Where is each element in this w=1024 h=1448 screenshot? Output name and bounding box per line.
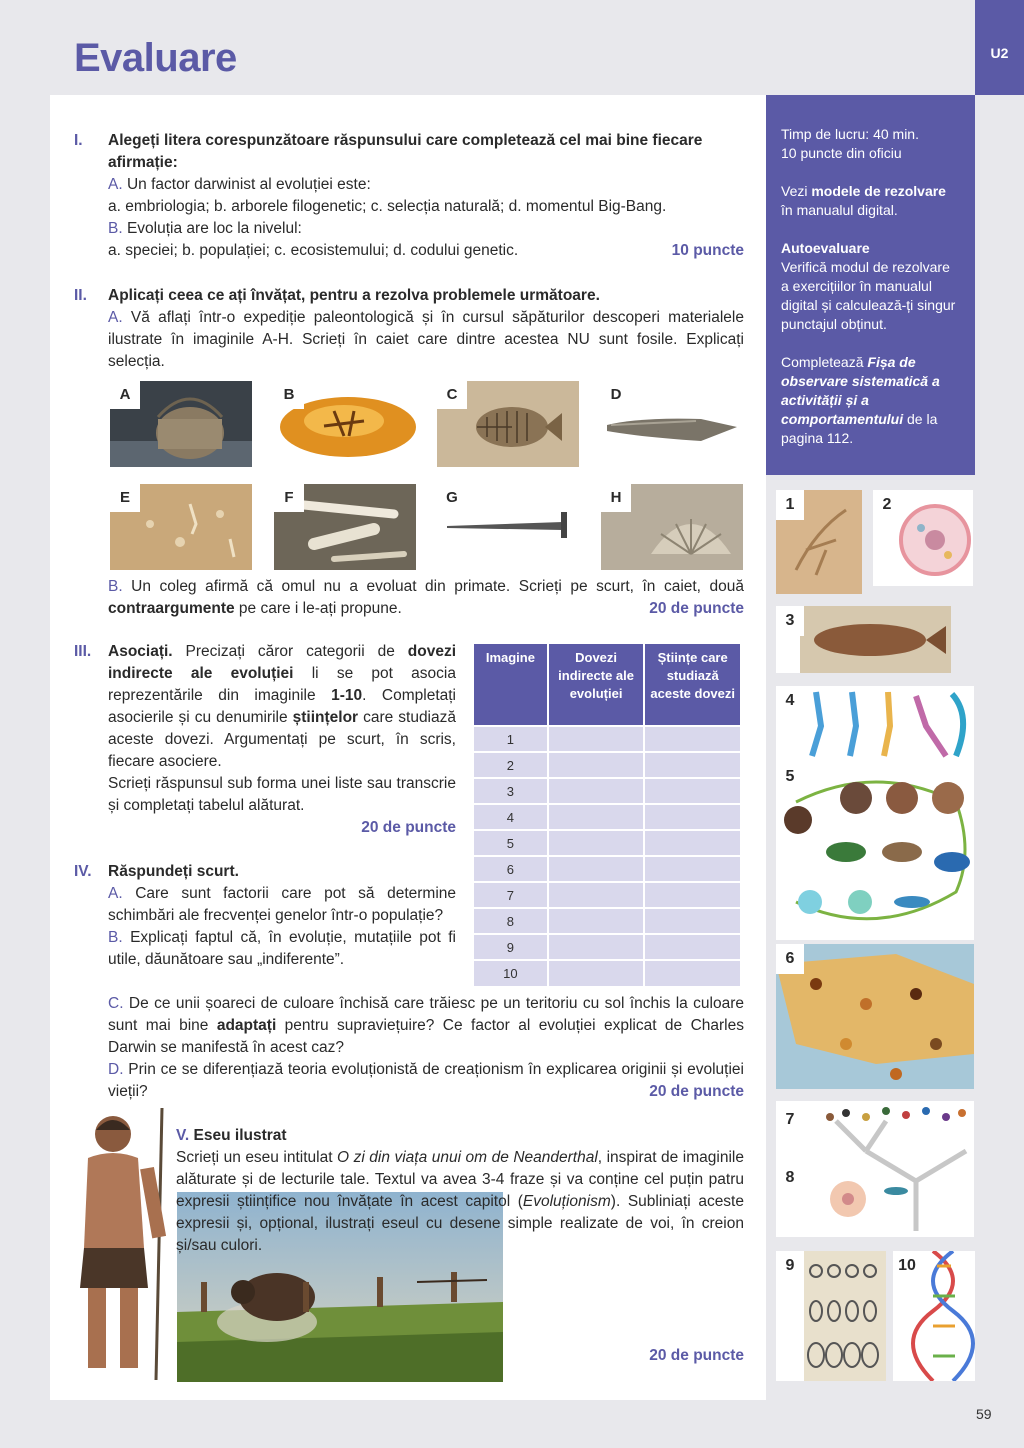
self-eval-title: Autoevaluare [781,240,870,256]
photo-C-fish-fossil [437,381,579,467]
section-5-number: V. [176,1127,190,1144]
models-post: în manualul digital. [781,202,898,218]
item-b-text-1: Un coleg afirmă că omul nu a evoluat din primate. Scrieți pe scurt, în caiet, două [122,578,744,595]
image-label: C [437,381,467,409]
image-6-butterfly-map [776,944,974,1089]
table-cell[interactable] [548,804,645,830]
table-cell[interactable] [548,934,645,960]
item-c-bold: adaptați [216,1017,277,1034]
section-2-points: 20 de puncte [649,600,744,617]
table-cell: 5 [474,830,548,856]
table-cell[interactable] [644,778,741,804]
s3-text-1: Precizați căror categorii de [172,643,408,660]
table-header: Științe care studiază aceste dovezi [644,644,741,726]
image-label: H [601,484,631,512]
letter-b: B. [108,220,123,237]
image-label: B [274,381,304,409]
table-cell[interactable] [548,960,645,986]
section-2 [74,285,744,373]
office-points: 10 puncte din oficiu [781,145,902,161]
item-a-text: Care sunt factorii care pot să determine schimbări ale frecvenței genelor într-o populație? [108,885,456,924]
image-number: 8 [776,1163,804,1193]
section-1-points: 10 puncte [671,242,744,259]
table-row [474,856,741,882]
section-3 [74,641,456,839]
table-cell: 2 [474,752,548,778]
image-number: 9 [776,1251,804,1281]
image-4-limbs [776,686,974,762]
image-10-dna [893,1251,975,1381]
item-b-bold: contraargumente [108,600,235,617]
image-number: 2 [873,490,901,520]
table-row [474,908,741,934]
letter-d: D. [108,1061,124,1078]
table-row [474,726,741,752]
item-b-text-2: pe care i le-ați propune. [234,600,402,617]
image-number: 1 [776,490,804,520]
association-table [474,644,742,986]
image-3-fish-fossil [776,606,951,673]
image-number: 4 [776,686,804,716]
section-4-points: 20 de puncte [649,1083,744,1100]
photo-A-cauldron [110,381,252,467]
item-a-options: a. embriologia; b. arborele filogenetic; c. selecția naturală; d. momentul Big-Bang. [108,198,667,215]
table-cell: 3 [474,778,548,804]
section-3-points: 20 de puncte [361,819,456,836]
item-c-text-2: pentru supraviețuire? Ce factor al evoluției explicat de Charles Darwin se manifestă în acest caz? [108,1017,744,1056]
section-5-points-wrap [522,1345,744,1367]
image-number: 7 [776,1105,804,1135]
photo-D-stone-blade [601,381,743,467]
section-4-question: Răspundeți scurt. [108,863,239,880]
photo-H-scallop-fossil [601,484,743,570]
item-c-text-1: De ce unii șoareci de culoare închisă care trăiesc pe un teritoriu cu sol închis la culoare sunt mai bine [108,995,744,1034]
image-label: D [601,381,631,409]
s3-bold-4: științelor [292,709,359,726]
neanderthal-figure [58,1108,174,1380]
table-cell: 8 [474,908,548,934]
section-2-question: Aplicați ceea ce ați învățat, pentru a rezolva problemele următoare. [108,287,600,304]
table-row [474,778,741,804]
section-1-number: I. [74,132,83,149]
section-3-number: III. [74,643,92,660]
image-label: E [110,484,140,512]
section-5-title: Eseu ilustrat [193,1127,287,1144]
fisa-pre: Completează [781,354,868,370]
section-5-points: 20 de puncte [649,1347,744,1364]
section-1-question: Alegeți litera corespunzătoare răspunsului care completează cel mai bine fiecare afirmație: [108,132,703,171]
s3-text-3: . Completați asocierile și cu denumirile [108,687,457,726]
self-eval-text: Verifică modul de rezolvare a exercițiilor în manualul digital și calculează-ți singur punctajul obținut. [781,259,956,332]
table-header: Dovezi indirecte ale evoluției [548,644,645,726]
table-row [474,882,741,908]
letter-b: B. [108,578,123,595]
section-5-head [176,1125,744,1147]
table-row [474,934,741,960]
table-cell[interactable] [644,752,741,778]
table-row [474,752,741,778]
table-cell[interactable] [644,934,741,960]
table-row [474,960,741,986]
item-a-text: Un factor darwinist al evoluției este: [122,176,371,193]
image-label: G [437,484,467,512]
image-7-8-phylogenetic-tree [776,1101,974,1237]
table-cell: 6 [474,856,548,882]
table-cell[interactable] [644,804,741,830]
section-4-number: IV. [74,863,92,880]
image-5-evolution-cycle [776,762,974,940]
image-2-cell [873,490,973,586]
image-number: 5 [776,762,804,792]
s5-text-2: , inspirat de imaginile alăturate și de lecturile tale. Textul va avea 3-4 fraze și va conține cel puțin patru expresii științifice nou învățate în acest capitol ( [176,1149,744,1210]
image-number: 10 [893,1251,921,1281]
table-cell[interactable] [548,830,645,856]
section-4-cd [108,993,744,1103]
image-1-archaeopteryx [776,490,862,594]
models-link: modele de rezolvare [811,183,946,199]
table-cell[interactable] [548,882,645,908]
image-number: 6 [776,944,804,974]
s5-text-1: Scrieți un eseu intitulat [176,1149,338,1166]
table-cell: 1 [474,726,548,752]
photo-B-amber [274,381,416,467]
section-3-question: Asociați. [108,643,173,660]
work-time: Timp de lucru: 40 min. [781,126,919,142]
info-sidebox [766,95,975,475]
s3-text-5: Scrieți răspunsul sub forma unei liste sau transcrie și completați tabelul alăturat. [108,775,456,814]
s5-chapter-name: Evoluționism [522,1193,611,1210]
table-cell[interactable] [644,960,741,986]
table-cell[interactable] [644,856,741,882]
table-cell[interactable] [644,726,741,752]
photo-G-nail [437,484,579,570]
table-header: Imagine [474,644,548,726]
table-cell[interactable] [548,908,645,934]
table-cell[interactable] [548,856,645,882]
item-b-options: a. speciei; b. populației; c. ecosistemului; d. codului genetic. [108,242,519,259]
s3-bold-3: 1-10 [331,687,363,704]
s3-text-2: li se pot asocia reprezentările din imaginile [108,665,456,704]
fisa-title: Fișa de observare sistematică a activității și a comportamentului [781,354,940,427]
section-5-body [176,1147,744,1257]
models-pre: Vezi [781,183,812,199]
section-4 [74,861,456,971]
table-row [474,830,741,856]
table-cell: 4 [474,804,548,830]
s3-text-4: care studiază aceste dovezi. Argumentați pe scurt, în scris, fiecare asociere. [108,709,456,770]
item-b-text: Evoluția are loc la nivelul: [122,220,302,237]
table-cell: 10 [474,960,548,986]
section-2-number: II. [74,287,87,304]
page-number: 59 [976,1406,992,1422]
photo-E-shell-fossils [110,484,252,570]
table-cell[interactable] [644,882,741,908]
photo-F-bones [274,484,416,570]
image-number: 3 [776,606,804,636]
letter-b: B. [108,929,123,946]
letter-a: A. [108,309,123,326]
item-b-text: Explicați faptul că, în evoluție, mutațiile pot fi utile, dăunătoare sau „indiferente”. [108,929,456,968]
image-label: A [110,381,140,409]
table-cell[interactable] [548,726,645,752]
letter-c: C. [108,995,124,1012]
item-d-text: Prin ce se diferențiază teoria evoluționistă de creaționism în explicarea originii și evoluției vieții? [108,1061,744,1100]
table-cell: 9 [474,934,548,960]
table-row [474,804,741,830]
image-label: F [274,484,304,512]
unit-tab: U2 [975,0,1024,95]
image-9-embryos [776,1251,886,1381]
letter-a: A. [108,885,123,902]
section-1 [74,130,744,262]
letter-a: A. [108,176,123,193]
table-cell[interactable] [644,908,741,934]
s3-bold-2: dovezi indirecte ale evoluției [108,643,456,682]
table-cell[interactable] [548,752,645,778]
page-title: Evaluare [74,36,237,80]
item-a-text: Vă aflați într-o expediție paleontologică și în cursul săpăturilor descoperi materialele ilustrate în imaginile A-H. Scrieți în caiet care dintre acestea NU sunt fosile. Explicați selecția. [108,309,744,370]
table-cell[interactable] [548,778,645,804]
fisa-post: de la pagina 112. [781,411,938,446]
table-cell[interactable] [644,830,741,856]
s5-text-3: ). Subliniați aceste expresii și, opțional, ilustrați eseul cu desene simple realizate de voi, în creion și/sau culori. [176,1193,744,1254]
table-cell: 7 [474,882,548,908]
s5-essay-title: O zi din viața unui om de Neanderthal [337,1149,598,1166]
section-2-b [108,576,744,620]
